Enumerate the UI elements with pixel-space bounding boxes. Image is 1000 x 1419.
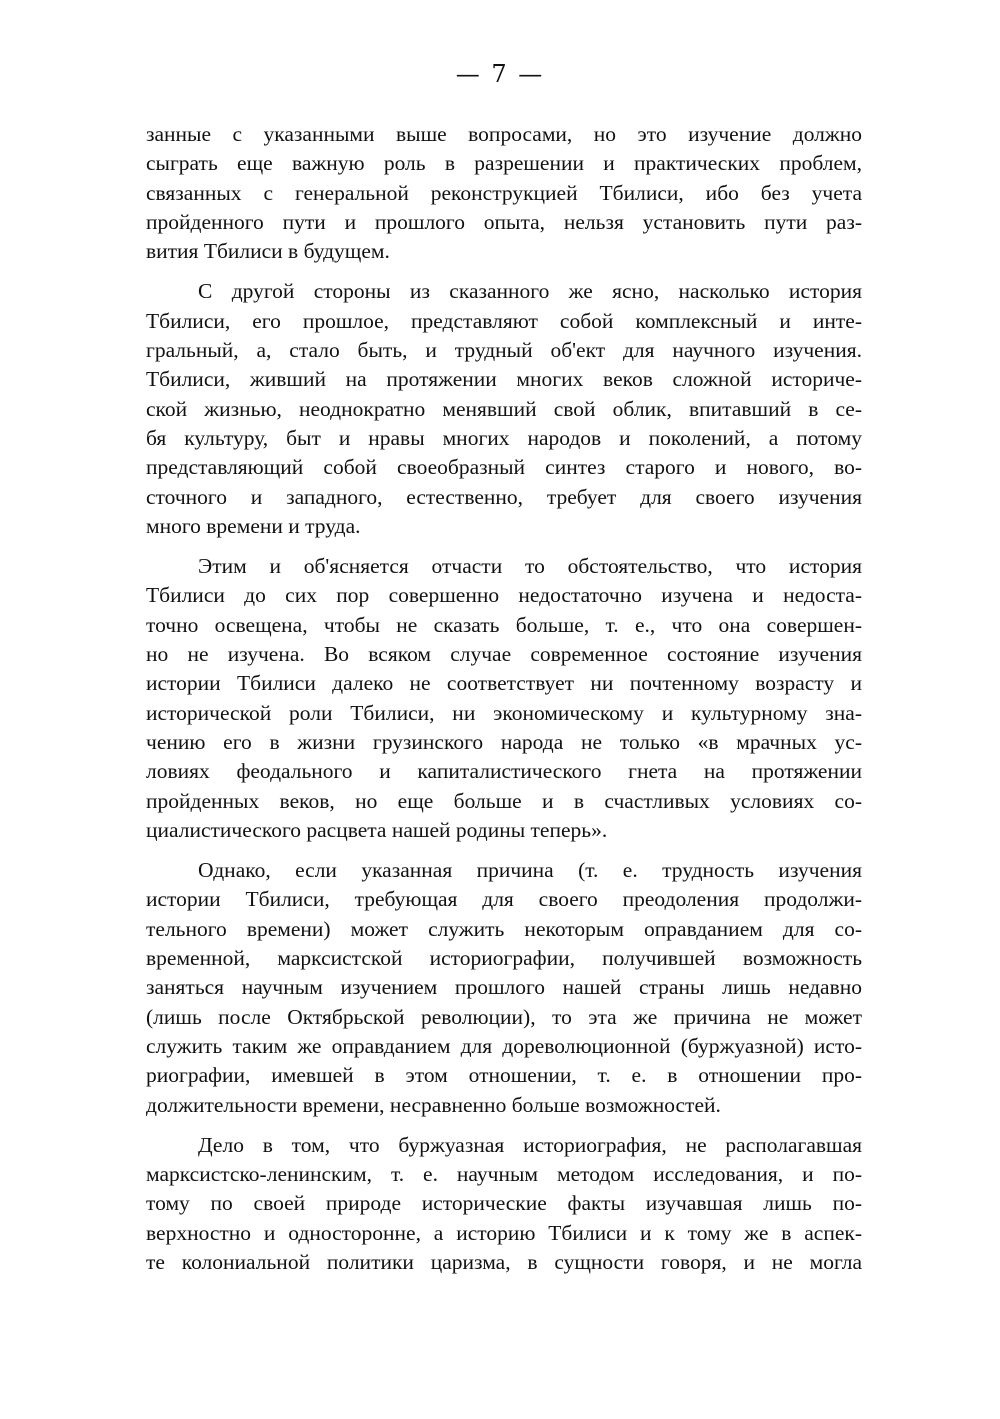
text-line: Этим и об'ясняется отчасти то обстоятельство, что история [198, 554, 862, 579]
text-line: исторической роли Тбилиси, ни экономическому и культурному зна- [146, 700, 862, 725]
text-line: марксистско-ленинским, т. е. научным методом исследования, и по- [146, 1162, 862, 1187]
paragraph [146, 1131, 862, 1277]
text-line: тельного времени) может служить некоторым оправданием для со- [146, 916, 862, 941]
text-line: гральный, а, стало быть, и трудный об'ект для научного изучения. [146, 338, 862, 363]
text-line: временной, марксистской историографии, получившей возможность [146, 946, 862, 971]
text-line: (лишь после Октябрьской революции), то эта же причина не может [146, 1004, 862, 1029]
text-line: вития Тбилиси в будущем. [146, 239, 390, 264]
text-line: служить таким же оправданием для дореволюционной (буржуазной) исто- [146, 1033, 862, 1058]
page-number: — 7 — [455, 60, 545, 88]
paragraph [146, 856, 862, 1120]
text-line: бя культуру, быт и нравы многих народов и поколений, а потому [146, 425, 862, 450]
text-line: риографии, имевшей в этом отношении, т. е. в отношении про- [146, 1063, 862, 1088]
text-line: пройденных веков, но еще больше и в счастливых условиях со- [146, 788, 862, 813]
text-line: пройденного пути и прошлого опыта, нельзя установить пути раз- [146, 209, 862, 234]
text-line: С другой стороны из сказанного же ясно, насколько история [198, 279, 862, 304]
text-line: те колониальной политики царизма, в сущности говоря, и не могла [146, 1249, 862, 1274]
paragraph [146, 120, 862, 266]
text-line: должительности времени, несравненно больше возможностей. [146, 1092, 721, 1117]
body-text [146, 120, 862, 1277]
text-line: Тбилиси, живший на протяжении многих веков сложной историче- [146, 367, 862, 392]
text-line: Тбилиси до сих пор совершенно недостаточно изучена и недоста- [146, 583, 862, 608]
text-line: тому по своей природе исторические факты изучавшая лишь по- [146, 1191, 862, 1216]
text-line: Тбилиси, его прошлое, представляют собой комплексный и инте- [146, 308, 862, 333]
text-line: точно освещена, чтобы не сказать больше, т. е., что она совершен- [146, 612, 862, 637]
text-line: Однако, если указанная причина (т. е. трудность изучения [198, 858, 862, 883]
text-line: чению его в жизни грузинского народа не только «в мрачных ус- [146, 729, 862, 754]
text-line: много времени и труда. [146, 513, 361, 538]
text-line: ской жизнью, неоднократно менявший свой облик, впитавший в се- [146, 396, 862, 421]
text-line: истории Тбилиси далеко не соответствует ни почтенному возрасту и [146, 671, 862, 696]
text-line: сыграть еще важную роль в разрешении и практических проблем, [146, 151, 862, 176]
text-line: Дело в том, что буржуазная историография, не располагавшая [198, 1132, 862, 1157]
text-line: верхностно и односторонне, а историю Тбилиси и к тому же в аспек- [146, 1220, 862, 1245]
text-line: связанных с генеральной реконструкцией Тбилиси, ибо без учета [146, 180, 862, 205]
paragraph [146, 277, 862, 541]
text-line: заняться научным изучением прошлого нашей страны лишь недавно [146, 975, 862, 1000]
text-line: ловиях феодального и капиталистического гнета на протяжении [146, 759, 862, 784]
text-line: занные с указанными выше вопросами, но это изучение должно [146, 122, 862, 146]
text-line: истории Тбилиси, требующая для своего преодоления продолжи- [146, 887, 862, 912]
text-line: сточного и западного, естественно, требует для своего изучения [146, 484, 862, 509]
text-line: представляющий собой своеобразный синтез старого и нового, во- [146, 455, 862, 480]
text-line: циалистического расцвета нашей родины теперь». [146, 817, 608, 842]
text-line: но не изучена. Во всяком случае современное состояние изучения [146, 642, 862, 667]
paragraph [146, 552, 862, 845]
